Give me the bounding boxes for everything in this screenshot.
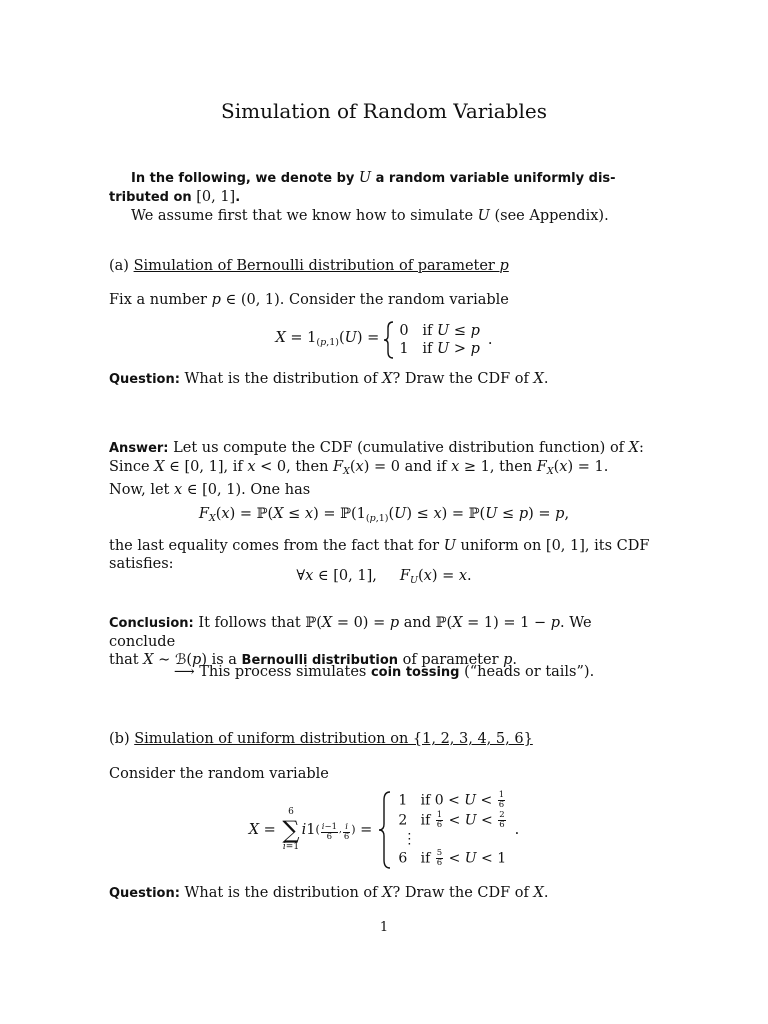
answer-line-1: Answer: Let us compute the CDF (cumulative distribution function) of X: (109, 440, 644, 456)
section-a-title: Simulation of Bernoulli distribution of parameter p (133, 258, 509, 274)
question-a: Question: What is the distribution of X? Draw the CDF of X. (109, 371, 549, 387)
conclusion-line-2: that X ∼ ℬ(p) is a Bernoulli distribution of parameter p. (109, 652, 518, 668)
intro-line-3: We assume first that we know how to simulate U (see Appendix). (131, 208, 609, 224)
intro-line-1: In the following, we denote by U a random variable uniformly dis- (131, 170, 616, 186)
intro-paragraph (109, 169, 659, 225)
left-brace (383, 320, 395, 360)
section-a-label: (a) (109, 258, 129, 274)
section-b-label: (b) (109, 731, 130, 747)
left-brace-large (378, 790, 392, 870)
cdf-equation: $F_X(x)$ = ℙ(X ≤ $x) = ℙ(1_{(p,1)}(U) \le x)$ = ℙ(U ≤ p) = p, (198, 506, 570, 524)
page-number: 1 (379, 920, 389, 935)
answer-line-3: Now, let x ∈ [0, 1). One has (109, 482, 311, 498)
coin-tossing-line: ⟶ This process simulates coin tossing (“heads or tails”). (173, 664, 595, 680)
answer-line-2: Since X ∈ [0, 1], if x < 0, then $F_X(x) = 0$ and if x ≥ 1, then $F_X(x) = 1$. (109, 459, 609, 477)
section-a-heading (109, 257, 659, 275)
uniform-cdf-equation: ∀x ∈ [0, 1], $F_U(x) = x$. (296, 568, 472, 586)
conclusion-block (109, 614, 659, 670)
consider-text: Consider the random variable (109, 766, 329, 782)
fix-number-text: Fix a number p ∈ (0, 1). Consider the random variable (109, 292, 509, 308)
answer-block (109, 439, 659, 499)
intro-line-2: tributed on [0, 1]. (109, 189, 241, 205)
page-title: Simulation of Random Variables (221, 99, 547, 123)
conclusion-line-1: Conclusion: It follows that ℙ(X = 0) = p and ℙ(X = 1) = 1 − p. We conclude (109, 615, 592, 650)
section-b-title: Simulation of uniform distribution on {1, 2, 3, 4, 5, 6} (134, 731, 533, 747)
bernoulli-equation: $X = 1_{(p,1)}(U)$ = 0 if U ≤ p 1 if U > p . (0, 320, 768, 360)
last-equality-text: the last equality comes from the fact that for U uniform on [0, 1], its CDF satisfies: (109, 538, 650, 572)
question-b: Question: What is the distribution of X? Draw the CDF of X. (109, 885, 549, 901)
die-equation: X = 6 ∑ i=1 i1 ( i−1 6 , i 6 ) = 1 if 0 < U < $\frac{1}{6}$ 2 if $\frac{1}{6}$ < U < $\frac{2}{6}$ ⋮ 6 if $\frac{5}{6}$ < U < 1 . (248, 790, 520, 869)
section-b-heading (109, 730, 659, 748)
